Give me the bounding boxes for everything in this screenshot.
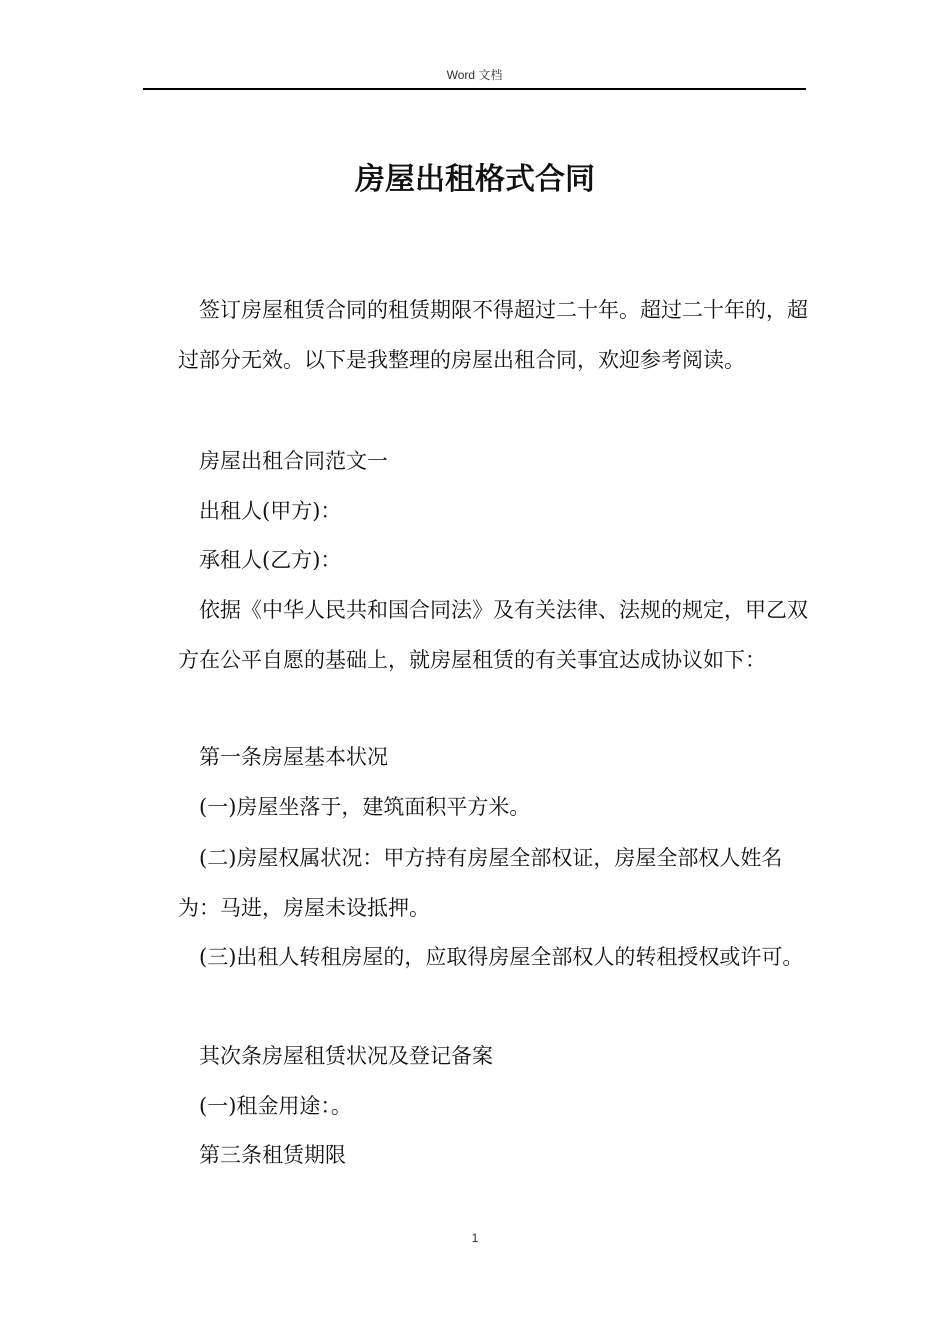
- clause-1-2: (二)房屋权属状况：甲方持有房屋全部权证，房屋全部权人姓名为：马进，房屋未设抵押。: [178, 846, 783, 920]
- legal-basis-paragraph: 依据《中华人民共和国合同法》及有关法律、法规的规定，甲乙双方在公平自愿的基础上，就房屋租赁的有关事宜达成协议如下：: [178, 598, 808, 672]
- clause-1-1: (一)房屋坐落于，建筑面积平方米。: [199, 795, 531, 819]
- article-two-heading: 其次条房屋租赁状况及登记备案: [199, 1044, 493, 1068]
- lessee-line: 承租人(乙方)：: [199, 548, 342, 572]
- section-heading-sample-one: 房屋出租合同范文一: [199, 449, 388, 473]
- header-label: Word 文档: [446, 68, 503, 82]
- article-one-heading: 第一条房屋基本状况: [199, 745, 388, 769]
- page-number: 1: [471, 1231, 479, 1245]
- clause-1-3: (三)出租人转租房屋的，应取得房屋全部权人的转租授权或许可。: [199, 945, 804, 969]
- intro-paragraph: 签订房屋租赁合同的租赁期限不得超过二十年。超过二十年的，超过部分无效。以下是我整理的房屋出租合同，欢迎参考阅读。: [178, 298, 808, 372]
- lessor-line: 出租人(甲方)：: [199, 499, 342, 523]
- article-three-heading: 第三条租赁期限: [199, 1143, 346, 1167]
- clause-2-1: (一)租金用途：。: [199, 1094, 352, 1118]
- page-header: [143, 64, 806, 90]
- document-title: 房屋出租格式合同: [355, 162, 595, 197]
